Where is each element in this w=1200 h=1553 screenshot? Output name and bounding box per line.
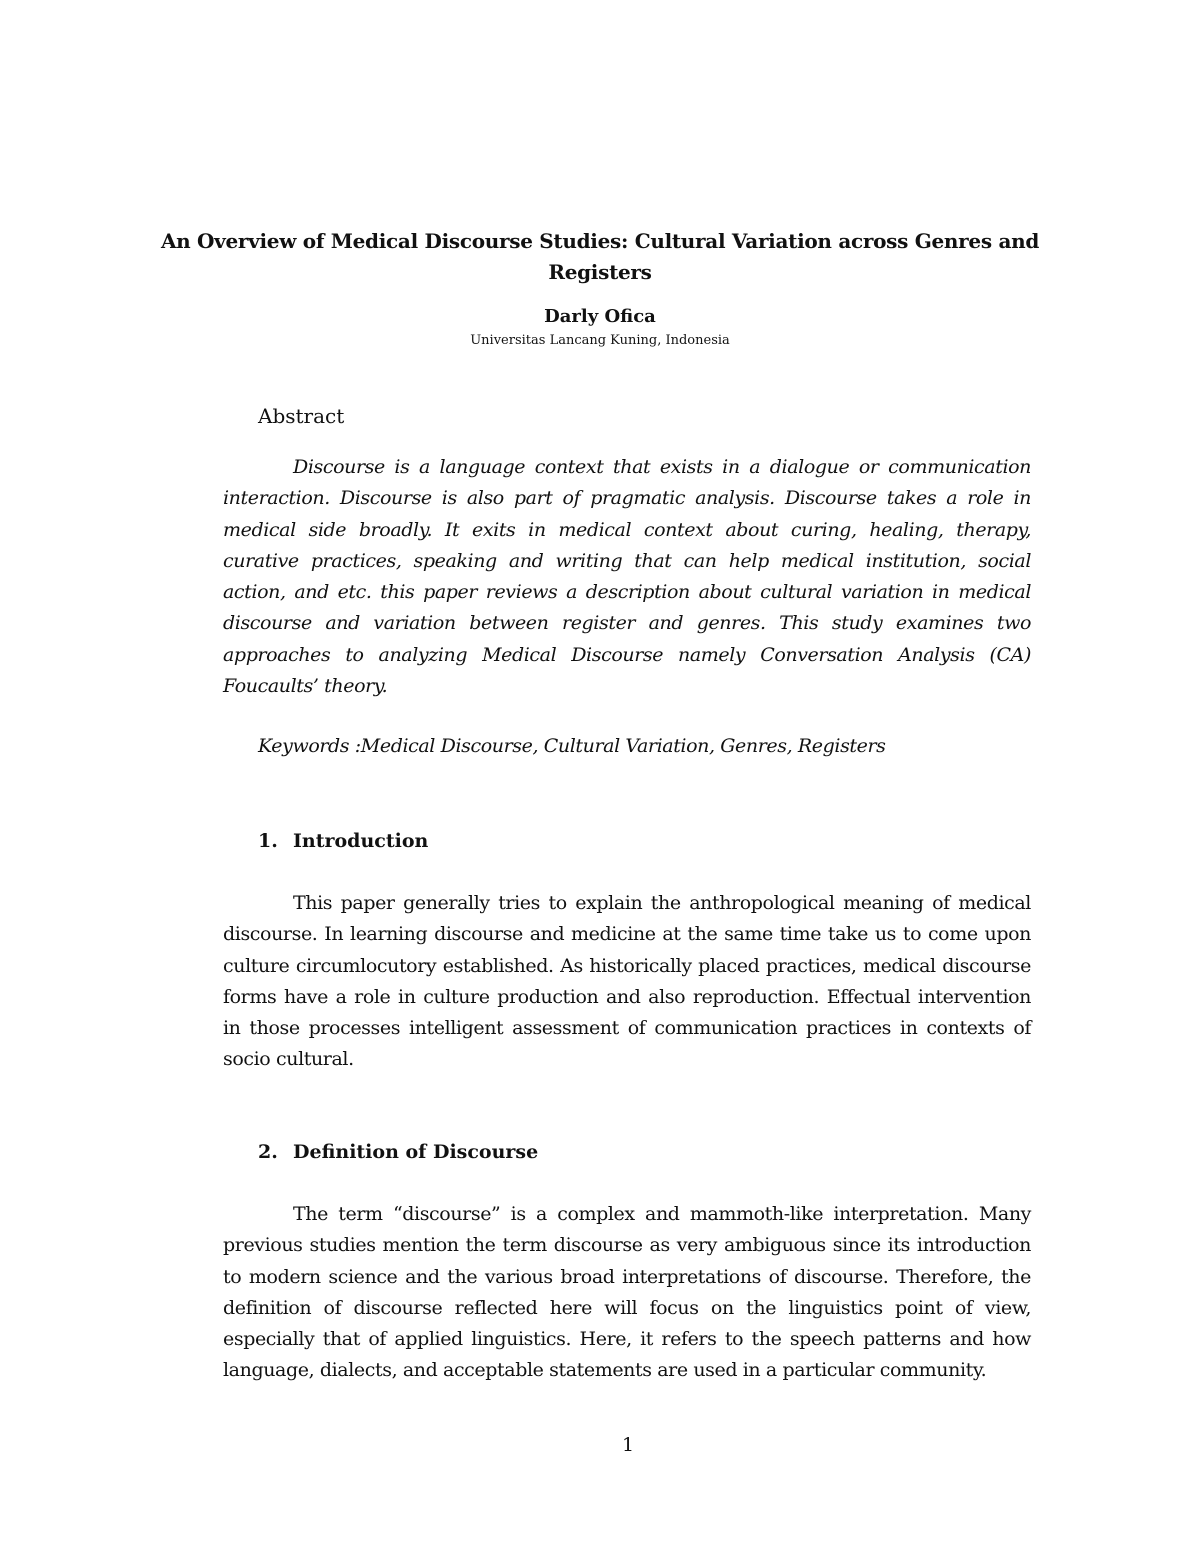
section-title: Definition of Discourse — [293, 1141, 539, 1163]
abstract-text: Discourse is a language context that exists in a dialogue or communication interaction. Discourse is also part of pragmatic analysis. Discourse takes a role in medical side broadly. It exits in medical context about curing, healing, therapy, curative practices, speaking and writing that can help medical institution, social action, and etc. this paper reviews a description about cultural variation in medical discourse and variation between register and genres. This study examines two approaches to analyzing Medical Discourse namely Conversation Analysis (CA) Foucaults’ theory. — [223, 456, 1031, 698]
paper-title: An Overview of Medical Discourse Studies: Cultural Variation across Genres and Registers — [160, 229, 1040, 284]
page-number: 1 — [621, 1434, 635, 1456]
definition-paragraph: The term “discourse” is a complex and mammoth-like interpretation. Many previous studies mention the term discourse as very ambiguous since its introduction to modern science and the various broad interpretations of discourse. Therefore, the definition of discourse reflected here will focus on the linguistics point of view, especially that of applied linguistics. Here, it refers to the speech patterns and how language, dialects, and acceptable statements are used in a particular community. — [223, 1203, 1031, 1382]
section-title: Introduction — [293, 830, 429, 852]
section-number: 2. — [258, 1141, 278, 1163]
author-name: Darly Ofica — [544, 306, 656, 327]
author-affiliation: Universitas Lancang Kuning, Indonesia — [470, 333, 730, 348]
keywords: Keywords :Medical Discourse, Cultural Variation, Genres, Registers — [258, 735, 886, 757]
section-number: 1. — [258, 830, 278, 852]
abstract-heading: Abstract — [258, 404, 345, 428]
section-heading-introduction — [258, 827, 428, 855]
section-heading-definition — [258, 1138, 538, 1166]
introduction-paragraph: This paper generally tries to explain the anthropological meaning of medical discourse. In learning discourse and medicine at the same time take us to come upon culture circumlocutory established. As historically placed practices, medical discourse forms have a role in culture production and also reproduction. Effectual intervention in those processes intelligent assessment of communication practices in contexts of socio cultural. — [223, 892, 1031, 1071]
